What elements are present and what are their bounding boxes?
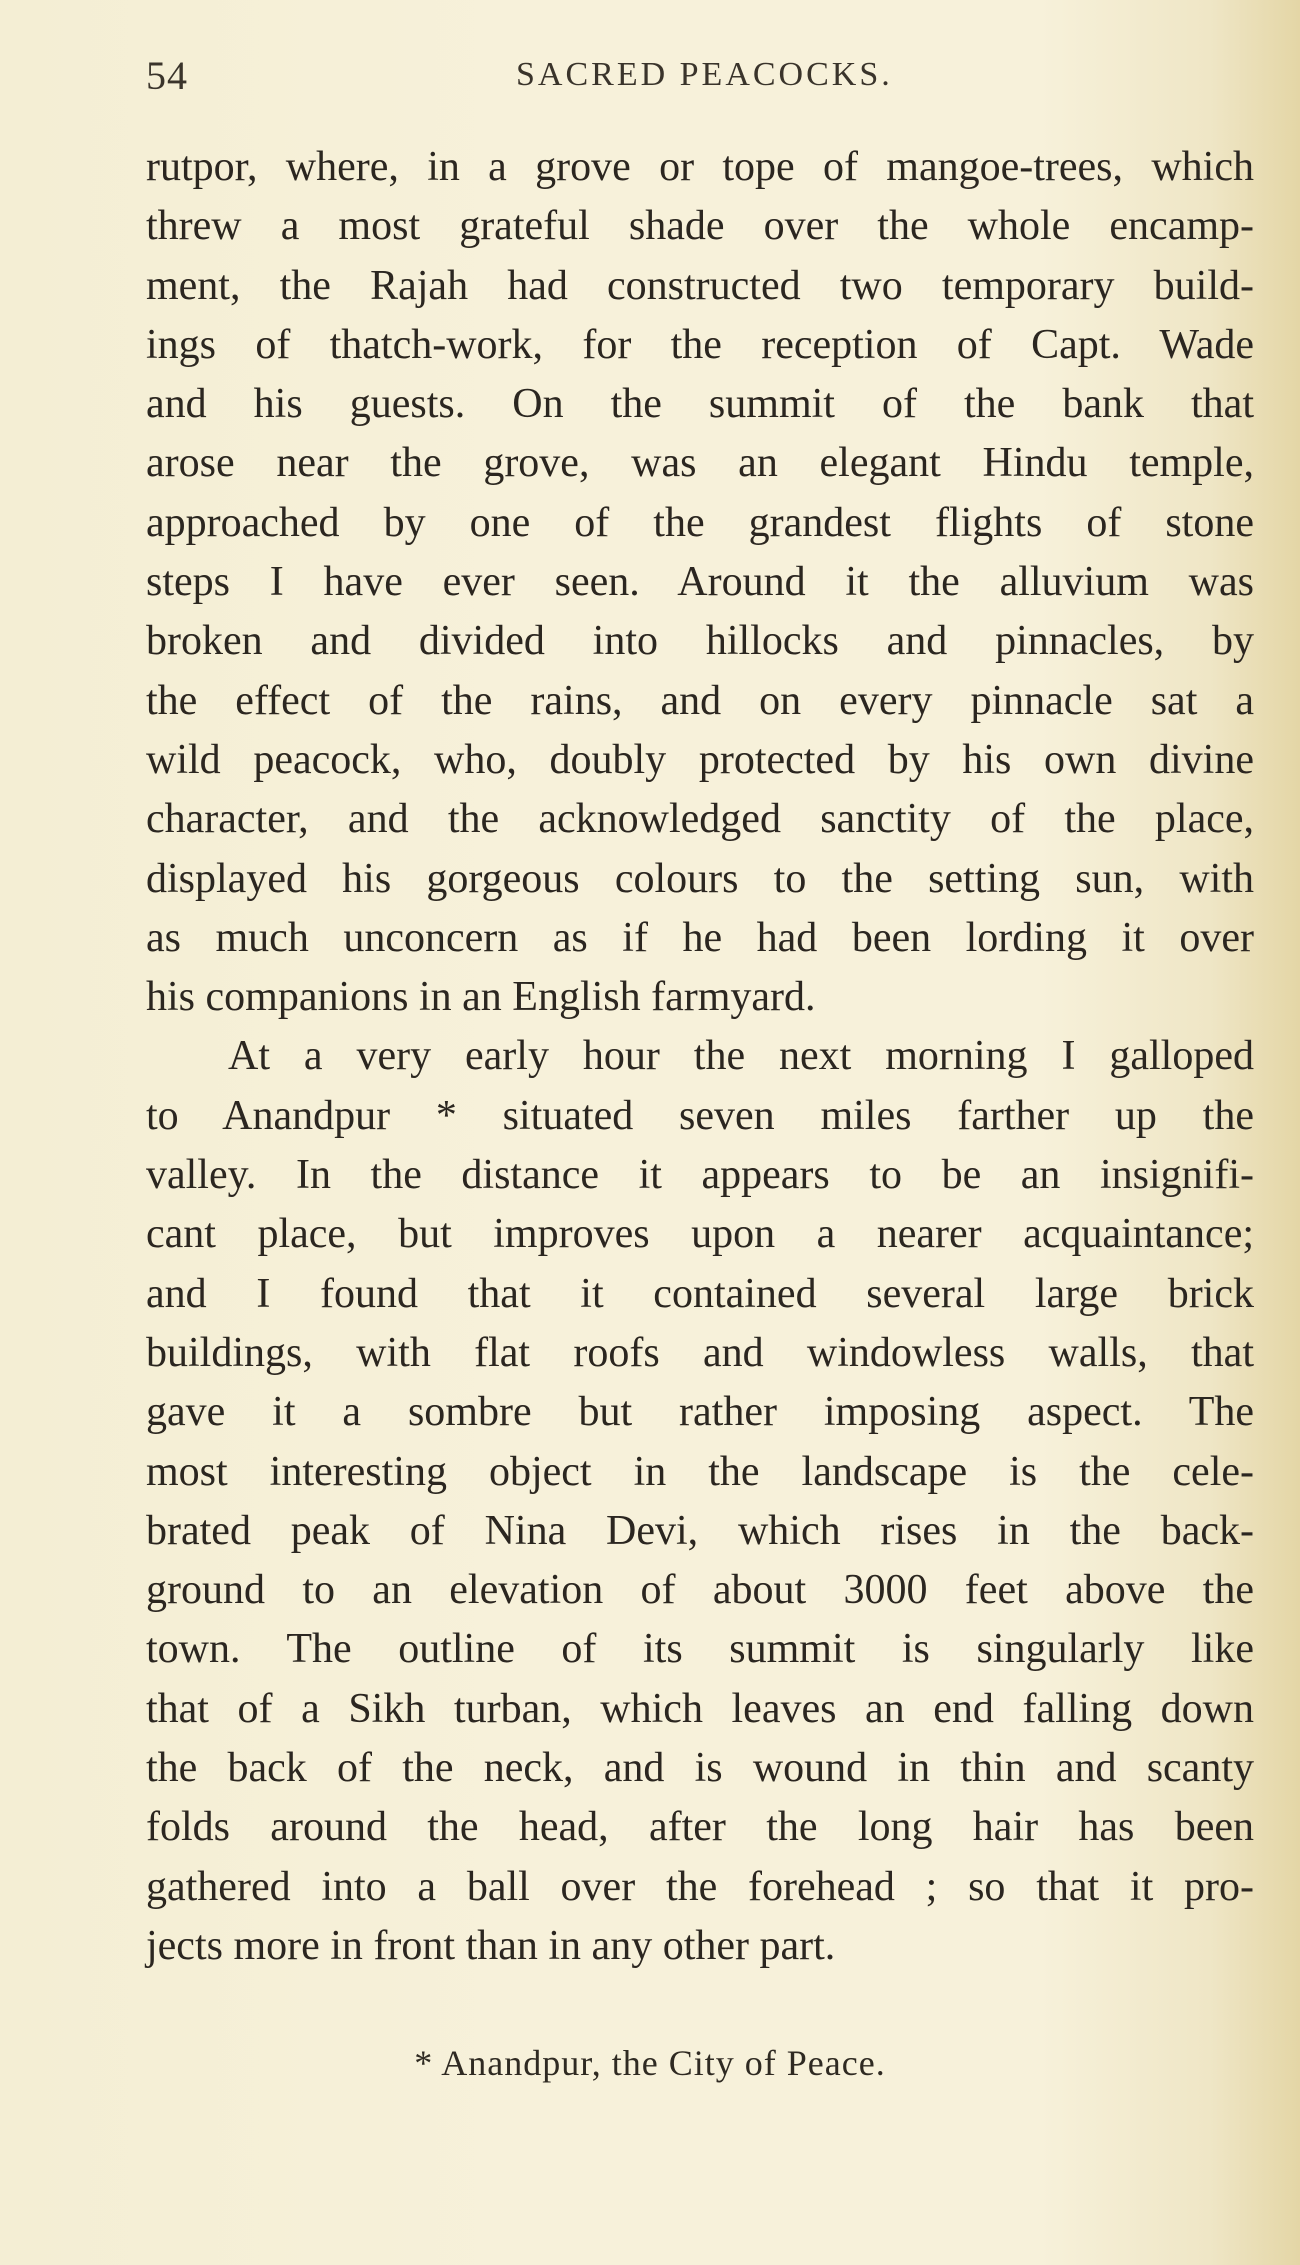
text-line: the back of the neck, and is wound in thin and scanty bbox=[146, 1745, 1254, 1792]
text-line: as much unconcern as if he had been lording it over bbox=[146, 914, 1254, 961]
text-line: buildings, with flat roofs and windowless walls, that bbox=[146, 1329, 1254, 1376]
text-line: character, and the acknowledged sanctity of the place, bbox=[146, 796, 1254, 843]
text-line: displayed his gorgeous colours to the setting sun, with bbox=[146, 855, 1254, 902]
text-line: broken and divided into hillocks and pinnacles, by bbox=[146, 618, 1254, 665]
page-number: 54 bbox=[146, 53, 188, 98]
text-line: gathered into a ball over the forehead ; so that it pro- bbox=[146, 1863, 1254, 1910]
text-line: town. The outline of its summit is singularly like bbox=[146, 1626, 1254, 1673]
text-line: to Anandpur * situated seven miles farther up the bbox=[146, 1092, 1254, 1139]
text-line: ground to an elevation of about 3000 feet above the bbox=[146, 1567, 1254, 1614]
text-line: most interesting object in the landscape is the cele- bbox=[146, 1448, 1254, 1495]
text-line: and I found that it contained several large brick bbox=[146, 1270, 1254, 1317]
footnote: * Anandpur, the City of Peace. bbox=[414, 2043, 886, 2083]
text-line: and his guests. On the summit of the bank that bbox=[146, 381, 1254, 428]
text-line: valley. In the distance it appears to be an insignifi- bbox=[146, 1152, 1254, 1199]
text-line: his companions in an English farmyard. bbox=[146, 974, 816, 1021]
text-line: At a very early hour the next morning I galloped bbox=[228, 1033, 1254, 1080]
page-header bbox=[146, 52, 1166, 112]
text-line: rutpor, where, in a grove or tope of mangoe-trees, which bbox=[146, 144, 1254, 190]
running-head: SACRED PEACOCKS. bbox=[516, 56, 893, 93]
paragraph-2 bbox=[146, 1027, 1254, 1976]
text-line: that of a Sikh turban, which leaves an end falling down bbox=[146, 1685, 1254, 1732]
text-line: gave it a sombre but rather imposing aspect. The bbox=[146, 1389, 1254, 1436]
text-line: ings of thatch-work, for the reception of Capt. Wade bbox=[146, 321, 1254, 368]
text-line: arose near the grove, was an elegant Hindu temple, bbox=[146, 440, 1254, 487]
text-line: cant place, but improves upon a nearer acquaintance; bbox=[146, 1211, 1254, 1258]
text-line: threw a most grateful shade over the whole encamp- bbox=[146, 203, 1254, 250]
text-line: brated peak of Nina Devi, which rises in the back- bbox=[146, 1507, 1254, 1554]
text-line: the effect of the rains, and on every pinnacle sat a bbox=[146, 677, 1254, 724]
text-line: jects more in front than in any other part. bbox=[146, 1922, 836, 1969]
body-text bbox=[146, 138, 1254, 1976]
text-line: wild peacock, who, doubly protected by his own divine bbox=[146, 736, 1254, 783]
text-line: steps I have ever seen. Around it the alluvium was bbox=[146, 559, 1254, 606]
text-line: approached by one of the grandest flights of stone bbox=[146, 499, 1254, 546]
text-line: folds around the head, after the long hair has been bbox=[146, 1804, 1254, 1851]
paragraph-1 bbox=[146, 138, 1254, 1027]
text-line: ment, the Rajah had constructed two temporary build- bbox=[146, 262, 1254, 309]
